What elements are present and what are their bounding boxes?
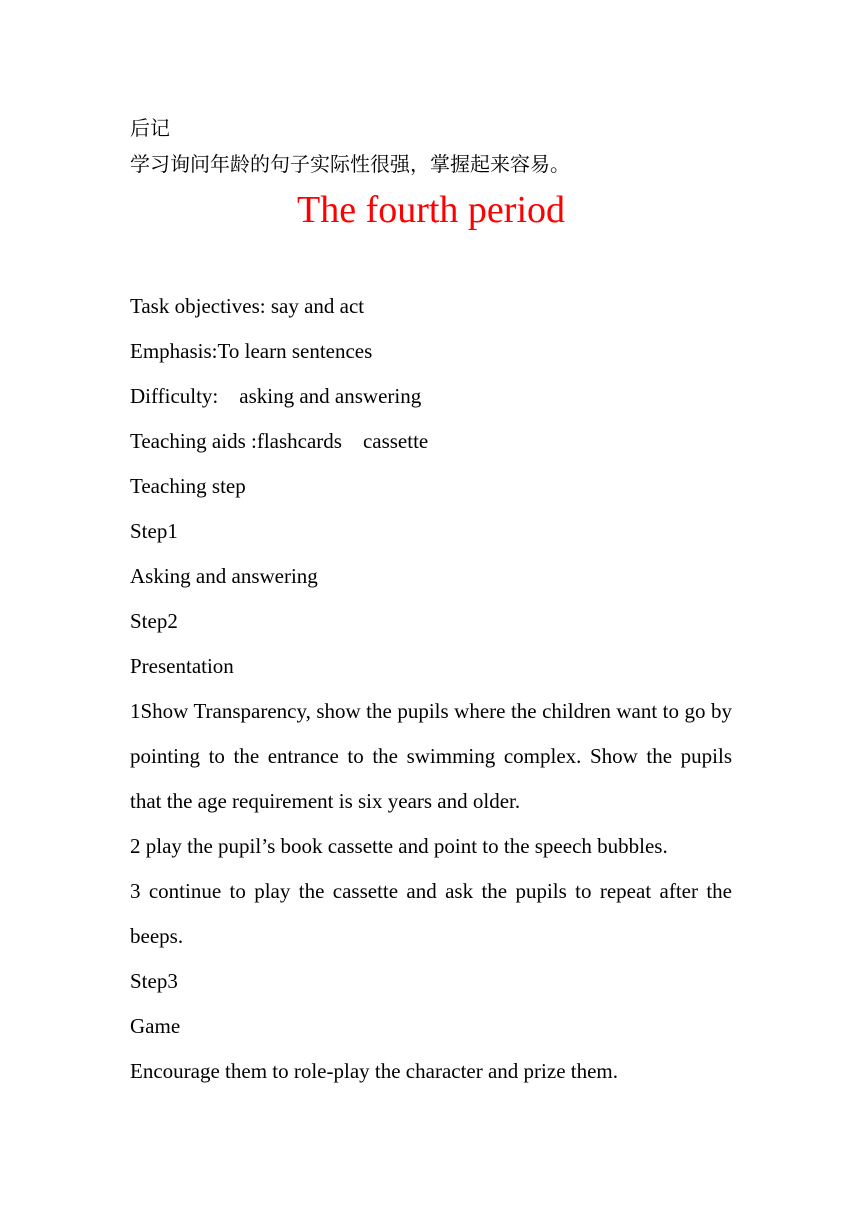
step1-heading: Step1 <box>130 519 178 543</box>
emphasis-line: Emphasis:To learn sentences <box>130 339 373 363</box>
presentation-item-3: 3 continue to play the cassette and ask the pupils to repeat after the beeps. <box>130 879 732 948</box>
presentation-item-1: 1Show Transparency, show the pupils where the children want to go by pointing to the entrance to the swimming complex. Show the pupils that the age requirement is six years and older. <box>130 699 732 813</box>
document-page <box>130 110 732 1094</box>
afterword-note: 学习询问年龄的句子实际性很强，掌握起来容易。 <box>130 152 570 176</box>
step3-heading: Step3 <box>130 969 178 993</box>
presentation-item-2: 2 play the pupil’s book cassette and point to the speech bubbles. <box>130 834 668 858</box>
step2-content: Presentation <box>130 654 234 678</box>
step3-detail: Encourage them to role-play the character and prize them. <box>130 1059 619 1083</box>
section-title: The fourth period <box>296 189 566 231</box>
step1-content: Asking and answering <box>130 564 318 588</box>
teaching-step-heading: Teaching step <box>130 474 246 498</box>
afterword-heading: 后记 <box>130 116 170 140</box>
step2-heading: Step2 <box>130 609 178 633</box>
difficulty-line: Difficulty: asking and answering <box>130 384 422 408</box>
step3-content: Game <box>130 1014 181 1038</box>
teaching-aids-line: Teaching aids :flashcards cassette <box>130 429 429 453</box>
task-objectives-line: Task objectives: say and act <box>130 294 365 318</box>
